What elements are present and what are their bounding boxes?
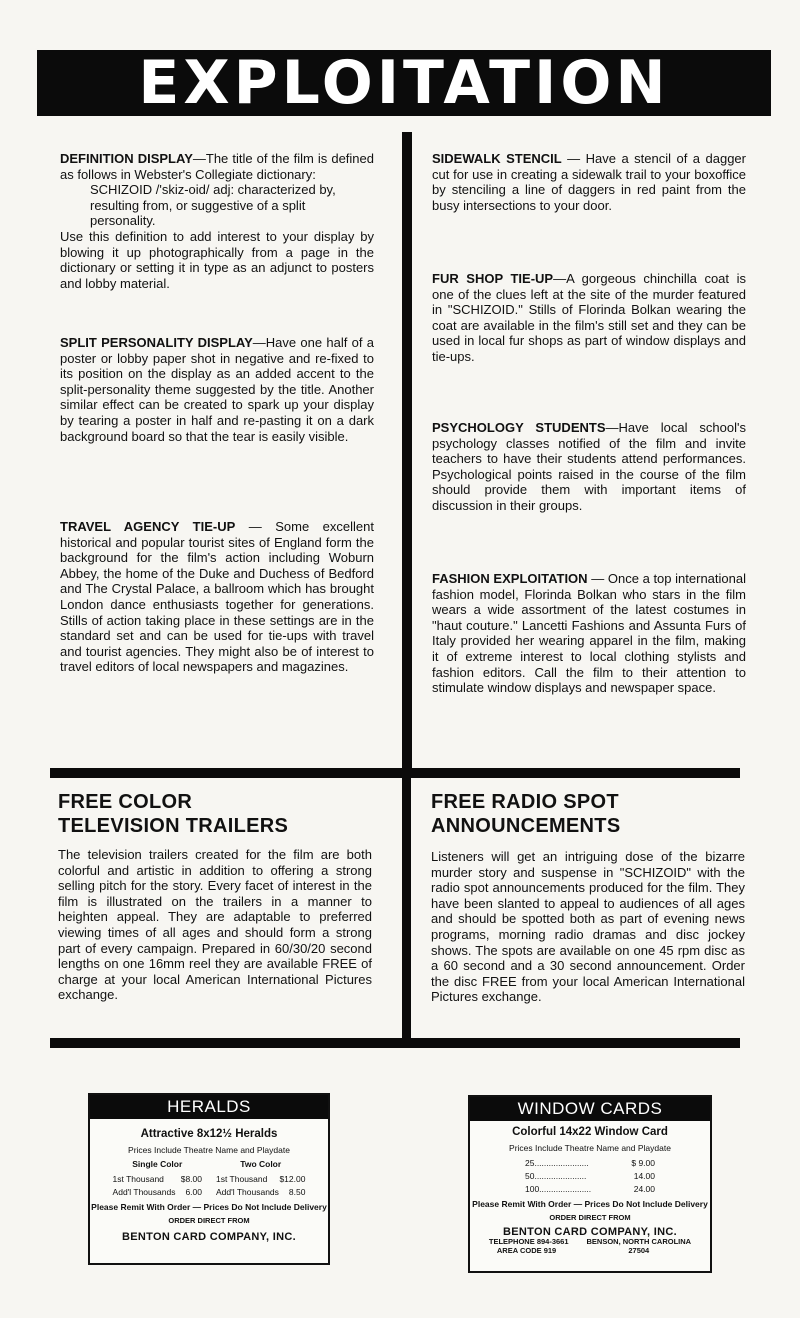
definition-display-heading: DEFINITION DISPLAY xyxy=(60,151,193,166)
location-text: BENSON, NORTH CAROLINA xyxy=(586,1237,692,1246)
sidewalk-stencil-item xyxy=(432,151,746,213)
price-label: 1st Thousand xyxy=(112,1174,164,1184)
radio-spots-title xyxy=(431,790,620,838)
definition-display-item xyxy=(60,151,374,291)
window-cards-remit-note: Please Remit With Order — Prices Do Not Include Delivery xyxy=(472,1199,708,1209)
quantity-label: 50...................... xyxy=(525,1171,587,1181)
price-value: $ 9.00 xyxy=(631,1158,655,1168)
heralds-price-table xyxy=(90,1159,328,1199)
radio-spots-body: Listeners will get an intriguing dose of the bizarre murder story and suspense in "SCHIZOID" with the radio spot announcements produced for the film. They have been slanted to appeal to audiences of all ages and should be spotted both as part of evening news programs, morning radio dramas and disc jockey shows. The spots are available on one 45 rpm disc as a 60 second and a 30 second announcement. Order the disc FREE from your local American International Pictures exchange. xyxy=(431,849,745,1005)
tv-trailers-body: The television trailers created for the film are both colorful and artistic in addition to offering a strong selling pitch for the story. Every facet of interest in the film is illustrated on the trailers in a manner to heighten appeal. They are adaptable to preferred viewing times of all ages and should form a strong part of every campaign. Prepared in 60/30/20 second lengths on one 16mm reel they are available FREE of charge at your local American International Pictures exchange. xyxy=(58,847,372,1003)
horizontal-divider-middle xyxy=(50,768,740,778)
price-label: 1st Thousand xyxy=(216,1174,268,1184)
heralds-box xyxy=(88,1093,330,1265)
quantity-label: 25....................... xyxy=(525,1158,589,1168)
window-cards-order-direct: ORDER DIRECT FROM xyxy=(549,1213,631,1222)
window-cards-header: WINDOW CARDS xyxy=(470,1097,710,1121)
sidewalk-stencil-heading: SIDEWALK STENCIL xyxy=(432,151,562,166)
travel-agency-body: — Some excellent historical and popular tourist sites of England form the background for the film's action including Woburn Abbey, the home of the Duke and Duchess of Bedford and The Crystal Palace, a ballroom which has brought London dance enthusiasts together for generations. Stills of action taking place in these settings are in the standard set and can be used for tie-ups with travel and tourist agencies. They might also be of interest to travel editors of local newspapers and magazines. xyxy=(60,519,374,675)
fur-shop-heading: FUR SHOP TIE-UP xyxy=(432,271,554,286)
split-personality-item xyxy=(60,335,374,444)
price-value: 14.00 xyxy=(633,1171,655,1181)
heralds-price-note: Prices Include Theatre Name and Playdate xyxy=(128,1145,290,1155)
travel-agency-item xyxy=(60,519,374,675)
price-label: Add'l Thousands xyxy=(216,1187,279,1197)
fashion-exploitation-heading: FASHION EXPLOITATION xyxy=(432,571,588,586)
price-row xyxy=(525,1157,655,1170)
tv-trailers-title xyxy=(58,790,288,838)
definition-display-intro: —The title of the film is defined as follows in Webster's Collegiate dictionary: xyxy=(60,151,374,182)
fashion-exploitation-item xyxy=(432,571,746,696)
split-personality-heading: SPLIT PERSONALITY DISPLAY xyxy=(60,335,253,350)
radio-spots-title-line2: ANNOUNCEMENTS xyxy=(431,815,621,837)
travel-agency-heading: TRAVEL AGENCY TIE-UP xyxy=(60,519,236,534)
price-row xyxy=(113,1173,202,1186)
area-code-text: AREA CODE 919 xyxy=(496,1245,557,1255)
heralds-company: BENTON CARD COMPANY, INC. xyxy=(122,1231,296,1243)
fur-shop-body: —A gorgeous chinchilla coat is one of the clues left at the site of the murder featured in "SCHIZOID." Stills of Florinda Bolkan wearing the coat are available in the film's still set and they can be used in local fur shops as part of window displays and tie-ups. xyxy=(432,271,746,364)
heralds-order-direct: ORDER DIRECT FROM xyxy=(168,1216,250,1225)
price-row xyxy=(113,1186,202,1199)
psychology-students-heading: PSYCHOLOGY STUDENTS xyxy=(432,420,606,435)
price-row xyxy=(216,1173,305,1186)
vertical-divider-top xyxy=(402,132,412,778)
window-cards-price-table xyxy=(525,1157,655,1196)
heralds-single-color xyxy=(113,1159,202,1199)
window-cards-contact xyxy=(470,1238,710,1255)
window-cards-price-note: Prices Include Theatre Name and Playdate xyxy=(509,1143,671,1153)
zip-text: 27504 xyxy=(628,1245,650,1255)
psychology-students-body: —Have local school's psychology classes notified of the film and invite teachers to have their students attend performances. Psychological points raised in the course of the film should provide them with important items of discussion in their groups. xyxy=(432,420,746,513)
heralds-header: HERALDS xyxy=(90,1095,328,1119)
fashion-exploitation-body: — Once a top international fashion model, Florinda Bolkan who stars in the film wears a wide assortment of the latest costumes in "haut couture." Lancetti Fashions and Assunta Furs of Italy provided her wearing apparel in the film, making it of extreme interest to local clothing stylists and fashion editors. Call the film to their attention to stimulate window displays and newspaper space. xyxy=(432,571,746,696)
window-cards-subtitle: Colorful 14x22 Window Card xyxy=(512,1126,668,1138)
phone-text: TELEPHONE 894-3661 xyxy=(488,1237,569,1246)
price-row xyxy=(525,1170,655,1183)
price-value: 24.00 xyxy=(633,1184,655,1194)
heralds-single-label: Single Color xyxy=(132,1159,183,1169)
definition-display-body: Use this definition to add interest to your display by blowing it up photographically from a page in the dictionary or setting it in type as an adjunct to posters and lobby material. xyxy=(60,228,374,291)
horizontal-divider-bottom xyxy=(50,1038,740,1048)
heralds-remit-note: Please Remit With Order — Prices Do Not Include Delivery xyxy=(91,1202,327,1212)
radio-spots-title-line1: FREE RADIO SPOT xyxy=(431,791,619,813)
price-value: 8.50 xyxy=(288,1187,306,1197)
vertical-divider-bottom xyxy=(402,778,411,1040)
price-value: 6.00 xyxy=(185,1187,202,1197)
window-cards-box xyxy=(468,1095,712,1273)
price-row xyxy=(525,1183,655,1196)
price-value: $12.00 xyxy=(279,1174,306,1184)
definition-text: SCHIZOID /'skiz-oid/ adj: characterized by, resulting from, or suggestive of a split personality. xyxy=(90,182,336,229)
quantity-label: 100...................... xyxy=(525,1184,592,1194)
heralds-subtitle: Attractive 8x12½ Heralds xyxy=(140,1128,278,1140)
window-cards-company: BENTON CARD COMPANY, INC. xyxy=(503,1226,677,1238)
sidewalk-stencil-body: — Have a stencil of a dagger cut for use in creating a sidewalk trail to your boxoffice by stenciling a line of daggers in red paint from the busy intersections to your door. xyxy=(432,151,746,213)
split-personality-body: —Have one half of a poster or lobby paper shot in negative and re-fixed to its position on the display as an added accent to the split-personality theme suggested by the title. Another similar effect can be created to spark up your display by tearing a poster in half and re-pasting it on a dark background board so that the tear is easily visible. xyxy=(60,335,374,444)
price-label: Add'l Thousands xyxy=(112,1187,176,1197)
page-banner: EXPLOITATION xyxy=(37,50,771,116)
fur-shop-item xyxy=(432,271,746,365)
tv-trailers-title-line2: TELEVISION TRAILERS xyxy=(58,815,289,837)
heralds-two-color xyxy=(216,1159,305,1199)
tv-trailers-title-line1: FREE COLOR xyxy=(58,791,193,813)
price-value: $8.00 xyxy=(180,1174,202,1184)
psychology-students-item xyxy=(432,420,746,514)
heralds-two-label: Two Color xyxy=(240,1159,282,1169)
price-row xyxy=(216,1186,305,1199)
